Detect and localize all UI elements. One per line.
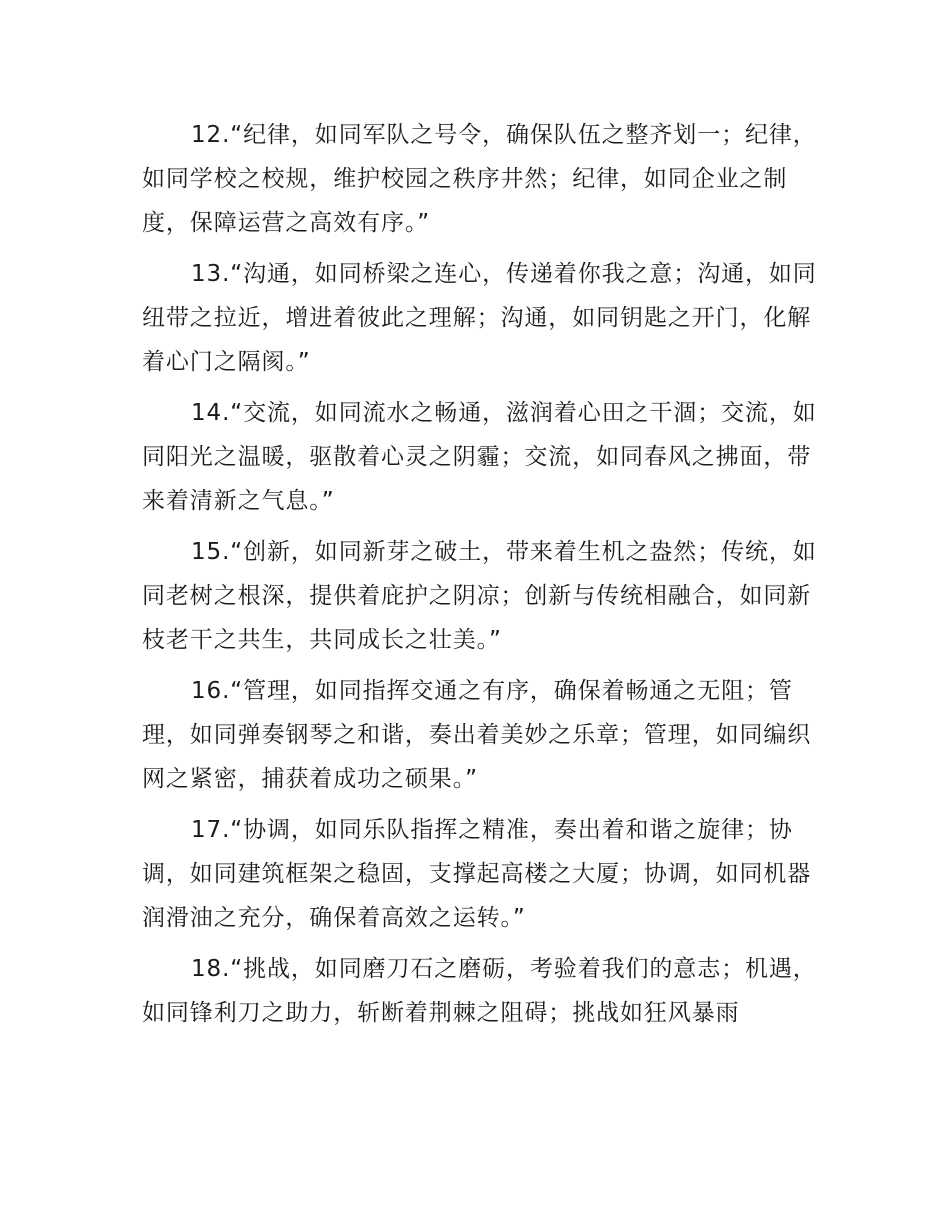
paragraph-13: 13.“沟通，如同桥梁之连心，传递着你我之意；沟通，如同纽带之拉近，增进着彼此之理解；沟通，如同钥匙之开门，化解着心门之隔阂。” [142,261,817,375]
paragraph-16: 16.“管理，如同指挥交通之有序，确保着畅通之无阻；管理，如同弹奏钢琴之和谐，奏出着美妙之乐章；管理，如同编织网之紧密，捕获着成功之硕果。” [142,678,812,792]
paragraph-14: 14.“交流，如同流水之畅通，滋润着心田之干涸；交流，如同阳光之温暖，驱散着心灵之阴霾；交流，如同春风之拂面，带来着清新之气息。” [142,400,817,514]
paragraph-12: 12.“纪律，如同军队之号令，确保队伍之整齐划一；纪律，如同学校之校规，维护校园之秩序井然；纪律，如同企业之制度，保障运营之高效有序。” [142,122,817,236]
paragraph-17: 17.“协调，如同乐队指挥之精准，奏出着和谐之旋律；协调，如同建筑框架之稳固，支撑起高楼之大厦；协调，如同机器润滑油之充分，确保着高效之运转。” [142,817,812,931]
document-body [142,113,832,1042]
paragraph-18: 18.“挑战，如同磨刀石之磨砺，考验着我们的意志；机遇，如同锋利刀之助力，斩断着荆棘之阻碍；挑战如狂风暴雨 [142,956,817,1026]
paragraph-15: 15.“创新，如同新芽之破土，带来着生机之盎然；传统，如同老树之根深，提供着庇护之阴凉；创新与传统相融合，如同新枝老干之共生，共同成长之壮美。” [142,539,817,653]
